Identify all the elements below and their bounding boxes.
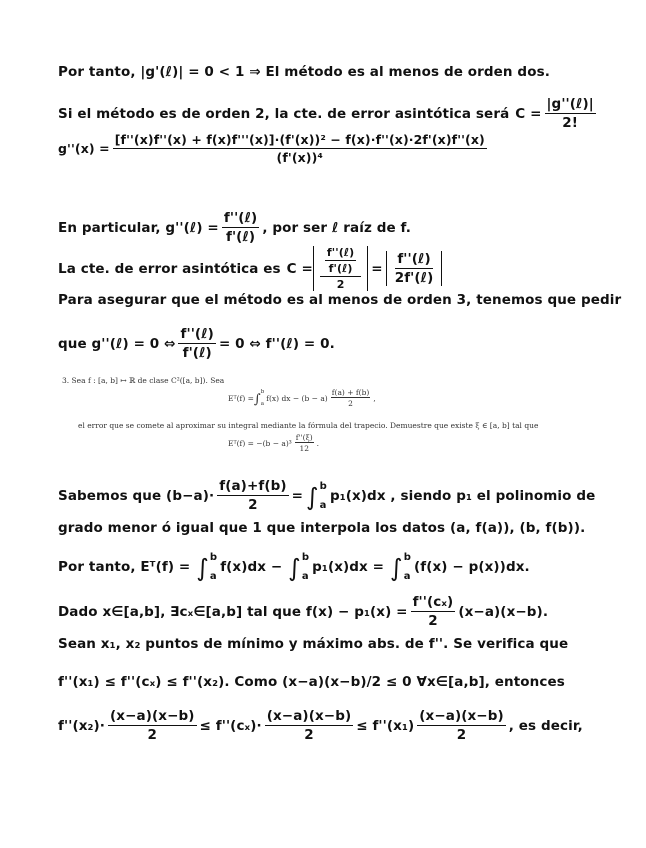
- text: p₁(x)dx , siendo p₁ el polinomio de: [329, 487, 596, 504]
- fraction: [331, 388, 371, 408]
- numerator: f''(ξ): [295, 433, 313, 442]
- text: .: [316, 438, 320, 448]
- constant-label: C =: [286, 260, 313, 277]
- integral-limits: [261, 389, 265, 407]
- problem-statement-line2: el error que se comete al aproximar su integral mediante la fórmula del trapecio. Demuestre que existe ξ ∈ [a, b] tal que: [78, 421, 539, 430]
- denominator: 2: [304, 727, 314, 743]
- fraction: [417, 708, 506, 743]
- inner-fraction: [325, 246, 356, 275]
- text: , por ser ℓ raíz de f.: [262, 219, 411, 236]
- text: ,: [373, 393, 376, 403]
- text: ≤ f''(cₓ)·: [199, 717, 262, 734]
- text: Dado x∈[a,b], ∃cₓ∈[a,b] tal que f(x) − p₁(x) =: [58, 603, 408, 620]
- equals: =: [291, 487, 304, 504]
- text: Por tanto, Eᵀ(f) =: [58, 559, 191, 575]
- numerator: f''(ℓ): [180, 326, 214, 342]
- integral-sign: ∫: [306, 482, 319, 511]
- denominator: 12: [299, 444, 309, 453]
- line-cte-error: [58, 246, 442, 291]
- integral-sign: ∫: [390, 554, 403, 582]
- equals: =: [371, 260, 383, 277]
- denominator: 2: [248, 497, 258, 513]
- integral-limits: [404, 552, 411, 582]
- text: La cte. de error asintótica es: [58, 260, 281, 277]
- numerator: f(a)+f(b): [219, 478, 287, 494]
- text: (x−a)(x−b).: [458, 603, 549, 620]
- text: Eᵀ(f) =: [228, 393, 254, 403]
- text: f''(x₂)·: [58, 717, 106, 734]
- integral-limits: [210, 552, 217, 582]
- numerator: |g''(ℓ)|: [546, 96, 594, 112]
- numerator: f''(ℓ): [397, 251, 431, 267]
- integral-sign: ∫: [196, 554, 209, 582]
- text: que g''(ℓ) = 0 ⇔: [58, 335, 176, 352]
- fraction: [393, 251, 436, 286]
- numerator: (x−a)(x−b): [110, 708, 195, 724]
- text: p₁(x)dx =: [312, 559, 385, 575]
- denominator: 2: [348, 399, 353, 408]
- numerator: f''(ℓ): [223, 210, 258, 226]
- text: Sabemos que (b−a)·: [58, 487, 215, 504]
- integral-sign: ∫: [288, 554, 301, 582]
- upper-limit: b: [301, 552, 310, 563]
- text: En particular, g''(ℓ) =: [58, 219, 219, 236]
- fraction: [108, 708, 197, 743]
- line-asegurar-orden-3: Para asegurar que el método es al menos de orden 3, tenemos que pedir: [58, 292, 622, 308]
- fraction: [320, 246, 361, 291]
- proof-line-5: Sean x₁, x₂ puntos de mínimo y máximo abs. de f''. Se verifica que: [58, 636, 569, 652]
- denominator: 2: [147, 727, 158, 743]
- text: f(x)dx −: [220, 559, 283, 575]
- text: (f(x) − p(x))dx.: [413, 559, 530, 575]
- numerator: (x−a)(x−b): [419, 708, 504, 724]
- numerator: [320, 246, 361, 277]
- denominator: 2: [456, 727, 467, 743]
- text: Eᵀ(f) = −(b − a)³: [228, 438, 292, 448]
- fraction: [217, 478, 288, 513]
- problem-formula-1: [228, 388, 376, 408]
- line-constante-orden-2: [58, 96, 599, 131]
- formula-g-second-derivative: [58, 132, 490, 165]
- numerator: (x−a)(x−b): [266, 708, 352, 724]
- line-orden-dos: Por tanto, |g'(ℓ)| = 0 < 1 ⇒ El método es al menos de orden dos.: [58, 64, 550, 80]
- fraction: [222, 210, 259, 245]
- proof-line-3: [58, 552, 530, 582]
- lower-limit: a: [260, 401, 264, 407]
- numerator: f''(cₓ): [412, 594, 454, 610]
- lower-limit: a: [319, 499, 327, 511]
- problem-statement-line1: 3. Sea f : [a, b] ↦ ℝ de clase C²([a, b]). Sea: [62, 376, 225, 385]
- line-en-particular: [58, 210, 411, 245]
- text: f(x) dx − (b − a): [266, 393, 328, 403]
- upper-limit: b: [403, 552, 411, 563]
- proof-line-4: [58, 594, 548, 629]
- denominator: f'(ℓ): [225, 229, 256, 245]
- integral-limits: [320, 481, 327, 511]
- text: Si el método es de orden 2, la cte. de error asintótica será: [58, 105, 510, 122]
- integral-sign: ∫: [253, 391, 261, 407]
- upper-limit: b: [209, 552, 218, 563]
- text: g''(x) =: [58, 141, 110, 156]
- numerator: f(a) + f(b): [331, 388, 370, 397]
- denominator: (f'(x))⁴: [276, 150, 324, 165]
- lower-limit: a: [209, 571, 217, 582]
- text: ≤ f''(x₁): [356, 717, 415, 734]
- upper-limit: b: [319, 480, 327, 492]
- constant-label: C =: [515, 105, 542, 122]
- fraction: [545, 96, 596, 131]
- absolute-value: [313, 246, 368, 291]
- fraction: [113, 132, 487, 165]
- denominator: 2f'(ℓ): [394, 270, 434, 286]
- denominator: 2: [428, 613, 438, 629]
- text: = 0 ⇔ f''(ℓ) = 0.: [218, 335, 335, 352]
- inner-numerator: f''(ℓ): [326, 246, 355, 259]
- numerator: [f''(x)f''(x) + f(x)f'''(x)]·(f'(x))² − f(x)·f''(x)·2f'(x)f''(x): [114, 132, 485, 147]
- proof-line-1: [58, 478, 595, 513]
- proof-line-7: [58, 708, 583, 743]
- denominator: 2!: [562, 115, 579, 131]
- lower-limit: a: [301, 571, 309, 582]
- inner-denominator: f'(ℓ): [328, 262, 353, 275]
- text: , es decir,: [508, 717, 583, 734]
- absolute-value: [386, 251, 443, 286]
- problem-formula-2: [228, 433, 319, 453]
- denominator: 2: [336, 278, 345, 291]
- fraction: [265, 708, 354, 743]
- denominator: f'(ℓ): [182, 345, 212, 361]
- fraction: [178, 326, 215, 361]
- proof-line-6: f''(x₁) ≤ f''(cₓ) ≤ f''(x₂). Como (x−a)(x−b)/2 ≤ 0 ∀x∈[a,b], entonces: [58, 674, 565, 690]
- integral-limits: [302, 552, 309, 582]
- upper-limit: b: [260, 389, 265, 395]
- fraction: [411, 594, 456, 629]
- proof-line-2: grado menor ó igual que 1 que interpola los datos (a, f(a)), (b, f(b)).: [58, 520, 586, 536]
- line-condicion: [58, 326, 335, 361]
- fraction: [295, 433, 314, 453]
- lower-limit: a: [403, 571, 411, 582]
